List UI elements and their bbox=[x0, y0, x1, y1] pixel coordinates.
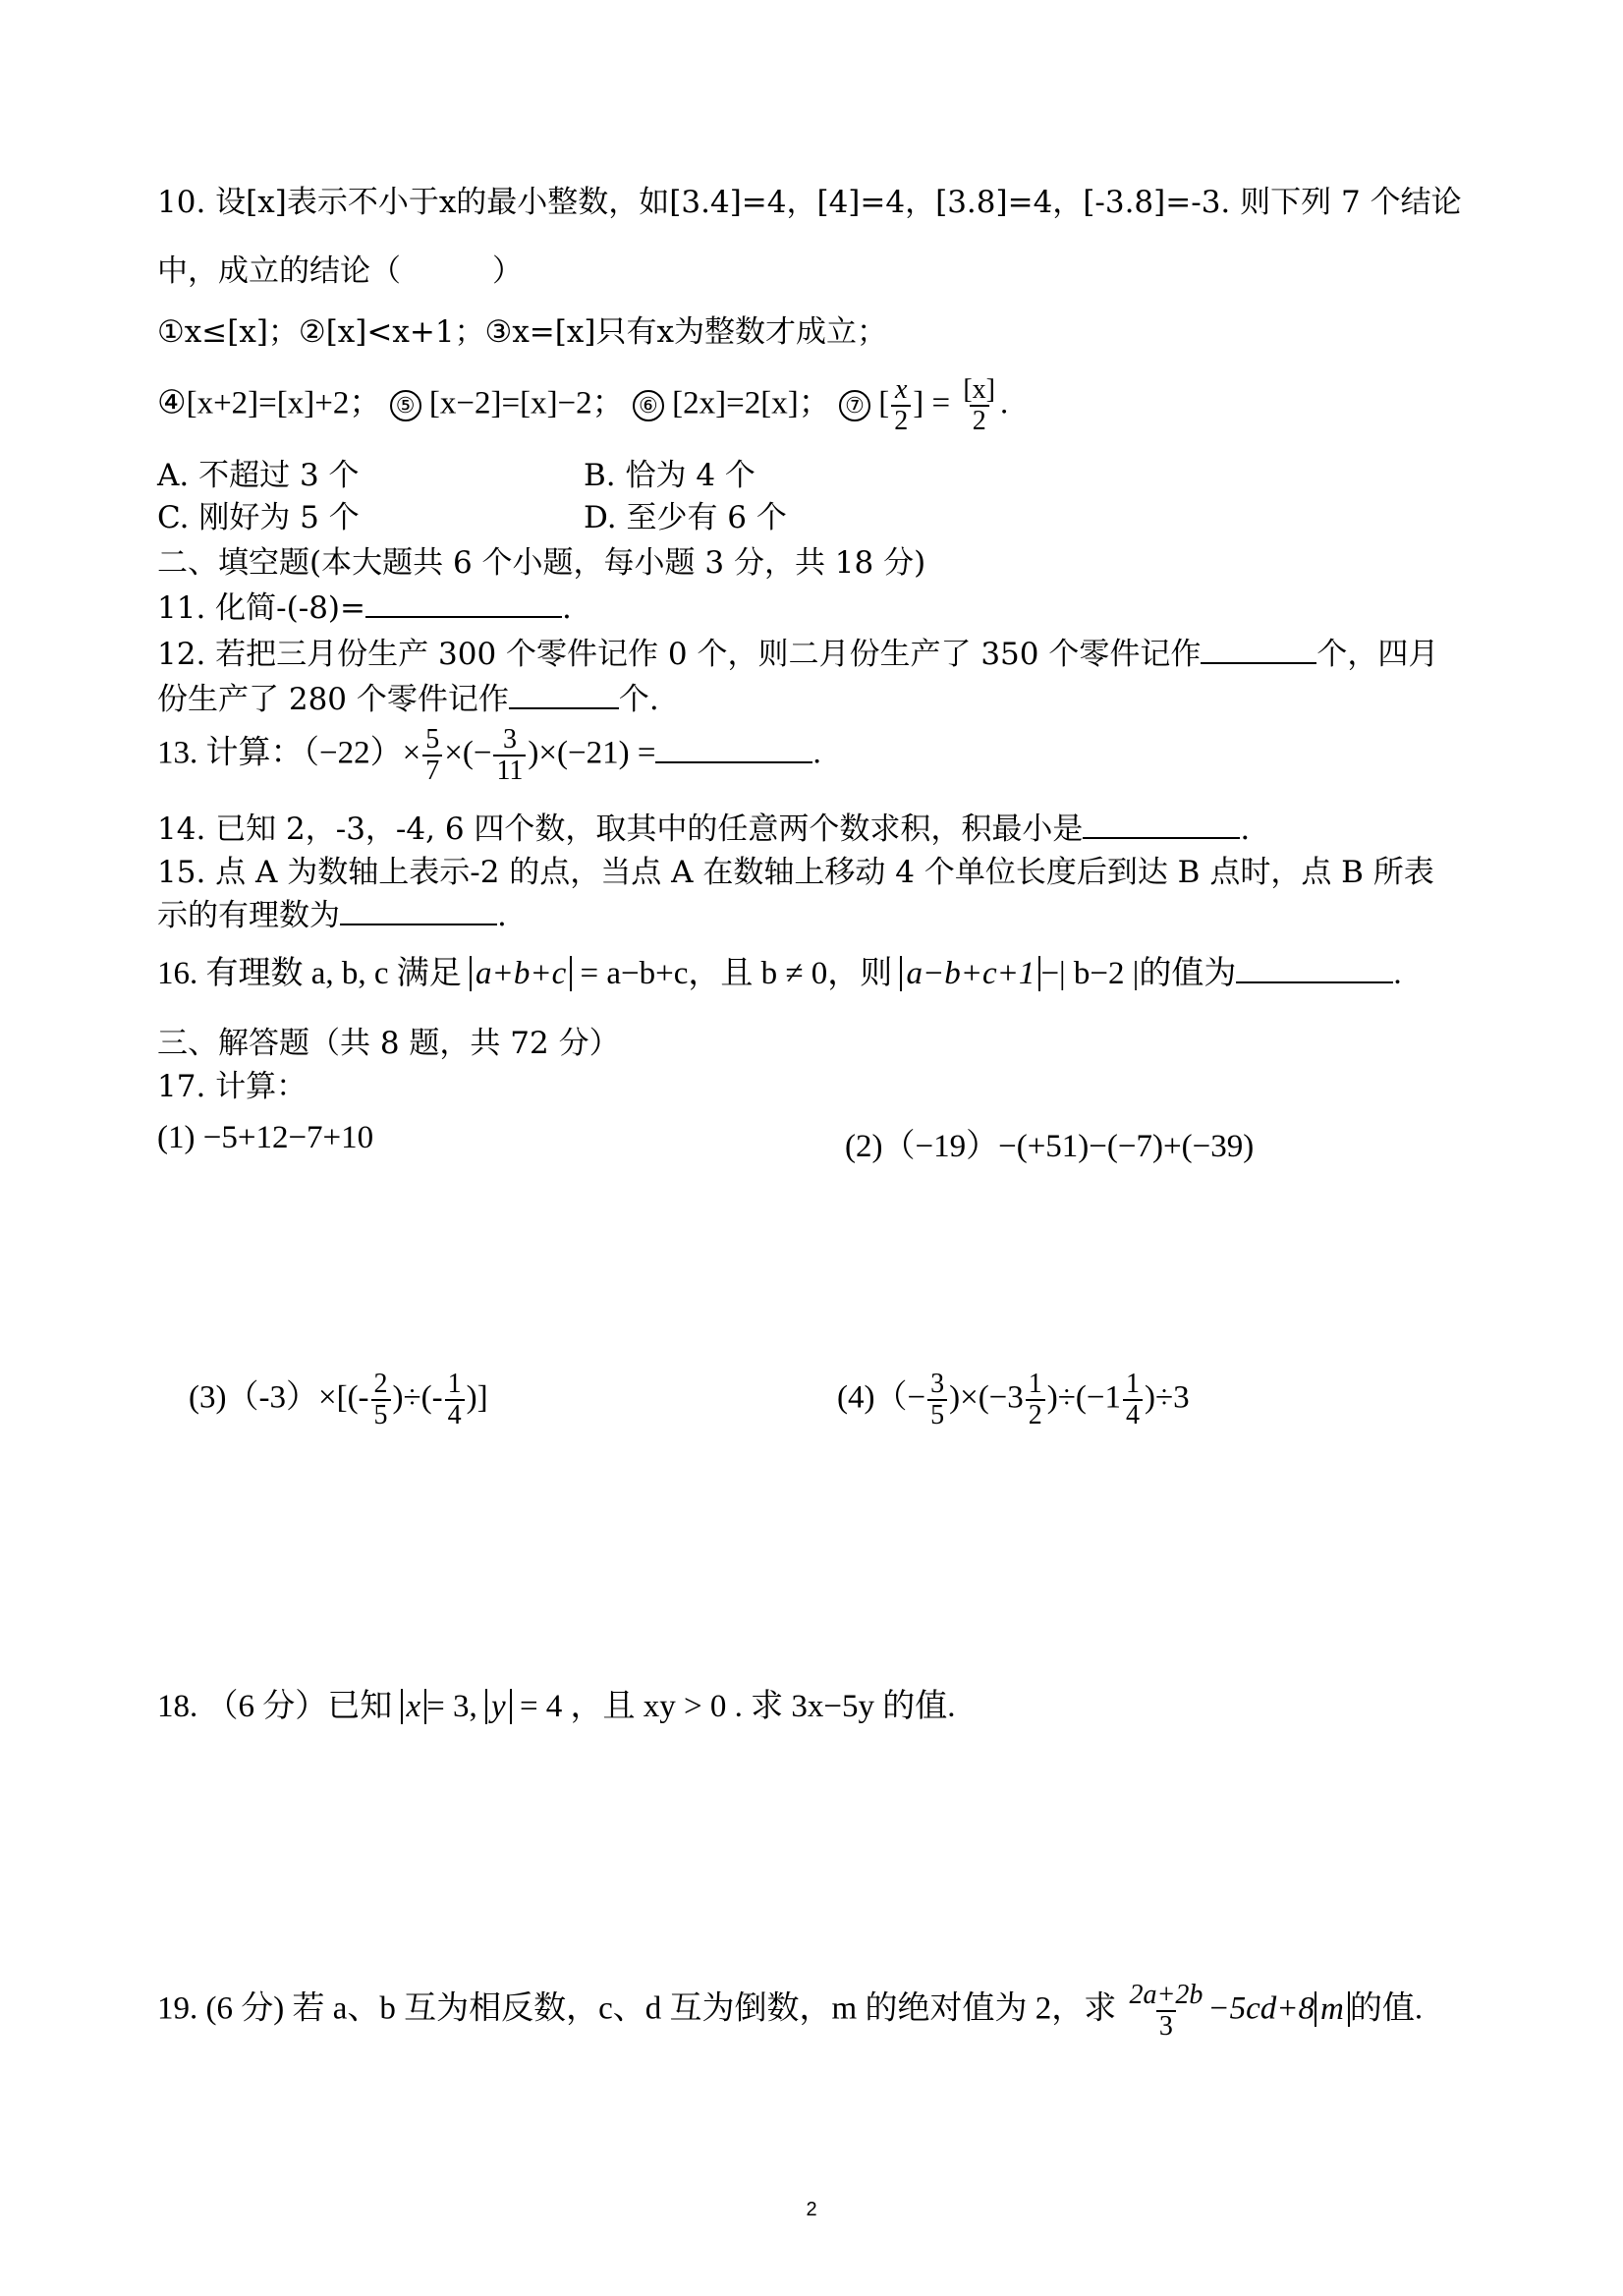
q15-line2: 示的有理数为 . bbox=[157, 898, 507, 933]
q18-abs-y: y bbox=[485, 1689, 512, 1724]
q12-blank2 bbox=[509, 682, 619, 709]
q16: 16. 有理数 a, b, c 满足 a+b+c = a−b+c，且 b ≠ 0，则 a−b+c+1 −| b−2 |的值为 . bbox=[157, 956, 1402, 991]
circle-6: ⑥ bbox=[633, 390, 664, 421]
q19: 19. (6 分) 若 a、b 互为相反数，c、d 互为倒数，m 的绝对值为 2，求 $\frac{2a+2b}{3}$ −5cd+8 m 的值. bbox=[157, 1980, 1424, 2042]
q15-line1: 15. 点 A 为数轴上表示-2 的点，当点 A 在数轴上移动 4 个单位长度后到达 B 点时，点 B 所表 bbox=[157, 855, 1434, 890]
q10-option-a: A. 不超过 3 个 bbox=[157, 458, 360, 493]
q18: 18. （6 分）已知 x = 3, y = 4 ，且 xy > 0 . 求 3x−5y 的值. bbox=[157, 1689, 956, 1724]
q18-abs-x: x bbox=[401, 1689, 427, 1724]
q12-blank1 bbox=[1201, 637, 1316, 664]
q11-blank bbox=[365, 590, 562, 618]
q10-option-c: C. 刚好为 5 个 bbox=[157, 500, 360, 535]
q13-blank bbox=[655, 736, 812, 763]
q13-frac2: $\frac{3}{11}$ bbox=[493, 725, 526, 786]
q17-p4-frac2: $\frac{1}{2}$ bbox=[1026, 1370, 1045, 1430]
q16-blank bbox=[1236, 956, 1393, 983]
q14-blank bbox=[1083, 812, 1240, 839]
q10-item4: ④[x+2]=[x]+2； bbox=[157, 385, 382, 421]
q17-p3-frac2: $\frac{1}{4}$ bbox=[445, 1370, 465, 1430]
q17-p4-frac1: $\frac{3}{5}$ bbox=[927, 1370, 947, 1430]
q16-abs2: a−b+c+1 bbox=[900, 956, 1040, 991]
q10-item6: [2x]=2[x]； bbox=[672, 385, 831, 421]
q10-line2: 中，成立的结论（ ） bbox=[157, 253, 523, 289]
q11: 11. 化简-(-8)= . bbox=[157, 590, 572, 626]
q16-abs1: a+b+c bbox=[470, 956, 572, 991]
q10-item7-open: [ bbox=[878, 385, 890, 421]
circle-7: ⑦ bbox=[839, 390, 870, 421]
q12-line1: 12. 若把三月份生产 300 个零件记作 0 个，则二月份生产了 350 个零件记作 个，四月 bbox=[157, 637, 1439, 672]
q17-title: 17. 计算： bbox=[157, 1069, 308, 1104]
q17-p3-frac1: $\frac{2}{5}$ bbox=[371, 1370, 391, 1430]
q10-frac1: $\frac{x}{2}$ bbox=[891, 375, 911, 436]
q10-item7-eq: ] = bbox=[913, 385, 951, 421]
q14: 14. 已知 2，-3，-4, 6 四个数，取其中的任意两个数求积，积最小是 . bbox=[157, 812, 1251, 847]
q10-line4: ④[x+2]=[x]+2； ⑤ [x−2]=[x]−2； ⑥ [2x]=2[x]； ⑦ [ $\frac{x}{2}$ ] = $\frac{[x]}{2}$ . bbox=[157, 374, 1009, 436]
q10-line1: 10. 设[x]表示不小于x的最小整数，如[3.4]=4，[4]=4，[3.8]=4，[-3.8]=-3. 则下列 7 个结论 bbox=[157, 185, 1462, 220]
q17-p4-frac3: $\frac{1}{4}$ bbox=[1123, 1370, 1143, 1430]
q19-frac: $\frac{2a+2b}{3}$ bbox=[1129, 1980, 1203, 2042]
q10-item5: [x−2]=[x]−2； bbox=[428, 385, 625, 421]
q17-part1: (1) −5+12−7+10 bbox=[157, 1120, 374, 1155]
q17-part3: (3)（-3）×[(- $\frac{2}{5}$ )÷(- $\frac{1}{4}$ )] bbox=[189, 1369, 488, 1430]
q19-abs-m: m bbox=[1315, 1991, 1350, 2027]
q10-line3: ①x≤[x]；②[x]<x+1；③x=[x]只有x为整数才成立； bbox=[157, 314, 887, 350]
q17-part4: (4)（− $\frac{3}{5}$ )×(−3 $\frac{1}{2}$ )÷(−1 $\frac{1}{4}$ )÷3 bbox=[837, 1369, 1190, 1430]
section3-title: 三、解答题（共 8 题，共 72 分） bbox=[157, 1026, 620, 1061]
q12-line2: 份生产了 280 个零件记作 个. bbox=[157, 682, 659, 717]
q13-frac1: $\frac{5}{7}$ bbox=[422, 725, 442, 786]
q10-option-b: B. 恰为 4 个 bbox=[584, 458, 756, 493]
q10-frac2: $\frac{[x]}{2}$ bbox=[963, 374, 996, 436]
q13: 13. 计算：（−22）× $\frac{5}{7}$ ×(− $\frac{3}{11}$ )×(−21) = . bbox=[157, 724, 821, 786]
section2-title: 二、填空题(本大题共 6 个小题，每小题 3 分，共 18 分) bbox=[157, 545, 926, 581]
circle-5: ⑤ bbox=[390, 390, 421, 421]
q10-option-d: D. 至少有 6 个 bbox=[584, 500, 787, 535]
page-number: 2 bbox=[806, 2199, 817, 2220]
q15-blank bbox=[340, 898, 497, 925]
q17-part2: (2)（−19）−(+51)−(−7)+(−39) bbox=[845, 1129, 1255, 1164]
